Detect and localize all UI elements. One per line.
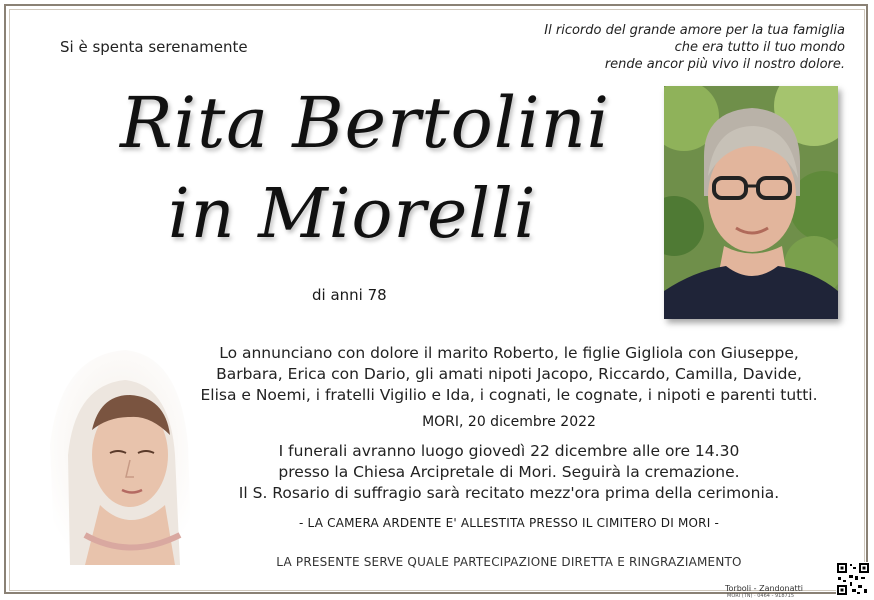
- qr-code-icon[interactable]: [836, 562, 870, 596]
- place-date: MORI, 20 dicembre 2022: [422, 414, 596, 430]
- funeral-line: I funerali avranno luogo giovedì 22 dicembre alle ore 14.30: [278, 442, 740, 460]
- funeral-home-logo: Torboli - Zandonatti: [725, 584, 803, 593]
- deceased-name: Rita Bertolini: [120, 82, 611, 164]
- chamber-note: - LA CAMERA ARDENTE E' ALLESTITA PRESSO IL CIMITERO DI MORI -: [299, 516, 719, 530]
- funeral-line: presso la Chiesa Arcipretale di Mori. Seguirà la cremazione.: [278, 463, 740, 481]
- deceased-age: di anni 78: [312, 286, 387, 304]
- quote-line: rende ancor più vivo il nostro dolore.: [604, 57, 845, 72]
- deceased-married-name: in Miorelli: [168, 175, 537, 254]
- thanks-note: LA PRESENTE SERVE QUALE PARTECIPAZIONE DIRETTA E RINGRAZIAMENTO: [276, 555, 742, 569]
- memorial-quote: [515, 22, 845, 73]
- announcement-line: Barbara, Erica con Dario, gli amati nipoti Jacopo, Riccardo, Camilla, Davide,: [216, 365, 802, 383]
- portrait-photo: [664, 86, 838, 319]
- intro-text: Si è spenta serenamente: [60, 38, 248, 56]
- announcement-line: Elisa e Noemi, i fratelli Vigilio e Ida, i cognati, le cognate, i nipoti e parenti tutti.: [200, 386, 818, 404]
- announcement-line: Lo annunciano con dolore il marito Roberto, le figlie Gigliola con Giuseppe,: [219, 344, 799, 362]
- quote-line: Il ricordo del grande amore per la tua famiglia: [544, 23, 845, 38]
- funeral-home-contact: MORI (TN) · 0464 - 918715: [727, 593, 795, 599]
- announcement-text: [200, 343, 818, 406]
- madonna-image: [30, 335, 192, 565]
- funeral-details: [200, 441, 818, 504]
- quote-line: che era tutto il tuo mondo: [674, 40, 845, 55]
- funeral-line: Il S. Rosario di suffragio sarà recitato mezz'ora prima della cerimonia.: [238, 484, 780, 502]
